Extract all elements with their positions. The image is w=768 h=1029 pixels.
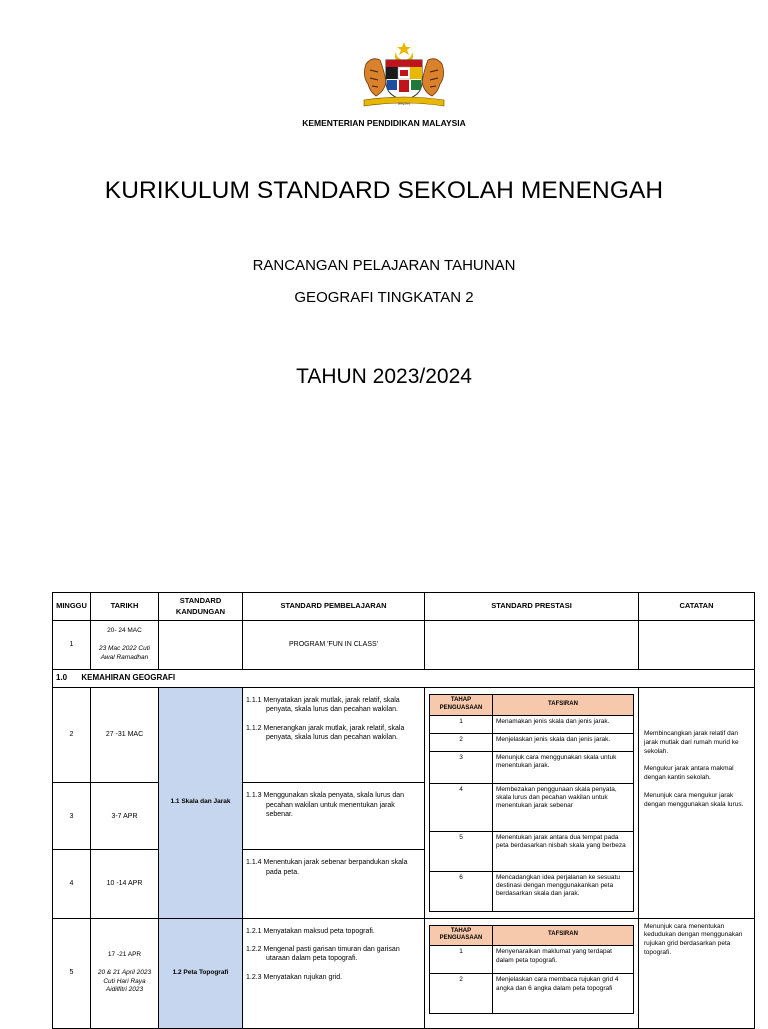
standard-kandungan-cell: 1.2 Peta Topografi (159, 918, 243, 1028)
col-header-standard-prestasi: STANDARD PRESTASI (425, 593, 639, 621)
sp-cell (243, 783, 425, 850)
tahap-description: Mencadangkan idea perjalanan ke sesuatu destinasi dengan menggunakankan peta berdasarkan skala dan jarak. (493, 871, 634, 911)
crest-motto: [illegible] (398, 101, 410, 106)
sp-cell (243, 850, 425, 918)
col-header-minggu: MINGGU (53, 593, 91, 621)
section-number: 1.0 (56, 673, 68, 683)
tarikh-holiday-note: 20 & 21 April 2023 Cuti Hari Raya Aidilfitri 2023 (97, 968, 152, 994)
standard-kandungan-cell: 1.1 Skala dan Jarak (159, 688, 243, 919)
document-subtitle: RANCANGAN PELAJARAN TAHUNAN (252, 257, 516, 274)
section-heading (53, 670, 755, 688)
tahap-description: Menyenaraikan maklumat yang terdapat dalam peta topografi. (493, 946, 634, 974)
tahap-penguasaan-table (429, 925, 634, 1015)
standard-prestasi-cell (425, 688, 639, 919)
tarikh-cell (91, 918, 159, 1028)
sk-cell (159, 621, 243, 670)
tarikh-cell: 10 -14 APR (91, 850, 159, 918)
tahap-description: Menjelaskan cara membaca rujukan grid 4 angka dan 6 angka dalam peta topografi (493, 974, 634, 1014)
col-header-catatan: CATATAN (639, 593, 755, 621)
subject-title: GEOGRAFI TINGKATAN 2 (294, 289, 474, 306)
ministry-name: KEMENTERIAN PENDIDIKAN MALAYSIA (302, 118, 466, 128)
tarikh-date: 20- 24 MAC (107, 627, 142, 635)
col-header-tarikh: TARIKH (91, 593, 159, 621)
academic-year: TAHUN 2023/2024 (296, 365, 472, 388)
sp-item: 1.1.2 Menerangkan jarak mutlak, jarak relatif, skala penyata, skala lurus dan pecahan wakilan. (246, 724, 405, 742)
catatan-cell (639, 688, 755, 919)
tafsiran-header: TAFSIRAN (493, 925, 634, 946)
catatan-item: Membincangkan jarak relatif dan jarak mutlak dari rumah murid ke sekolah. (644, 730, 739, 755)
tahap-level: 5 (430, 831, 493, 871)
tahap-level: 6 (430, 871, 493, 911)
tahap-description: Menamakan jenis skala dan jenis jarak. (493, 715, 634, 733)
section-title: KEMAHIRAN GEOGRAFI (81, 673, 176, 683)
tahap-row (430, 946, 634, 974)
tahap-row (430, 974, 634, 1014)
tahap-description: Menjelaskan jenis skala dan jenis jarak. (493, 733, 634, 751)
minggu-cell: 3 (53, 783, 91, 850)
tarikh-date: 17 -21 APR (107, 951, 142, 959)
program-cell: PROGRAM 'FUN IN CLASS' (243, 621, 425, 670)
tafsiran-header: TAFSIRAN (493, 695, 634, 716)
tahap-description: Membezakan penggunaan skala penyata, skala lurus dan pecahan wakilan untuk menentukan jarak sebenar (493, 783, 634, 831)
tahap-description: Menentukan jarak antara dua tempat pada peta berdasarkan nisbah skala yang berbeza (493, 831, 634, 871)
tahap-level: 2 (430, 733, 493, 751)
sp-cell (425, 621, 639, 670)
sp-item: 1.1.1 Menyatakan jarak mutlak, jarak relatif, skala penyata, skala lurus dan pecahan wakilan. (246, 697, 400, 714)
catatan-cell (639, 918, 755, 1028)
tahap-row (430, 715, 634, 733)
table-row (53, 918, 755, 1028)
catatan-item: Menunjuk cara menentukan kedudukan dengan menggunakan rujukan grid berdasarkan peta topografi. (644, 922, 743, 956)
tarikh-holiday-note: 23 Mac 2022 Cuti Awal Ramadhan (99, 645, 150, 661)
document-title: KURIKULUM STANDARD SEKOLAH MENENGAH (104, 177, 664, 204)
col-header-standard-kandungan: STANDARD KANDUNGAN (159, 593, 243, 621)
tahap-penguasaan-table (429, 694, 634, 912)
table-row (53, 621, 755, 670)
sp-item: 1.2.1 Menyatakan maksud peta topografi. (246, 927, 375, 935)
table-row (53, 688, 755, 783)
sp-item: 1.1.3 Menggunakan skala penyata, skala lurus dan pecahan wakilan untuk menentukan jarak sebenar. (246, 792, 404, 819)
minggu-cell: 2 (53, 688, 91, 783)
lesson-plan-table (52, 592, 755, 1029)
col-header-standard-pembelajaran: STANDARD PEMBELAJARAN (243, 593, 425, 621)
table-header-row (53, 593, 755, 621)
sp-item: 1.1.4 Menentukan jarak sebenar berpandukan skala pada peta. (246, 859, 408, 876)
standard-prestasi-cell (425, 918, 639, 1028)
sp-item: 1.2.2 Mengenal pasti garisan timuran dan garisan utaraan dalam peta topografi. (246, 946, 400, 963)
tahap-row (430, 783, 634, 831)
sp-cell (243, 918, 425, 1028)
section-row (53, 670, 755, 688)
catatan-item: Mengukur jarak antara makmal dengan kantin sekolah. (644, 765, 734, 782)
minggu-cell: 4 (53, 850, 91, 918)
tahap-header: TAHAP PENGUASAAN (430, 695, 493, 716)
tarikh-cell: 27 -31 MAC (91, 688, 159, 783)
minggu-cell: 5 (53, 918, 91, 1028)
tahap-header: TAHAP PENGUASAAN (430, 925, 493, 946)
tahap-row (430, 871, 634, 911)
sp-cell (243, 688, 425, 783)
sp-item: 1.2.3 Menyatakan rujukan grid. (246, 973, 343, 981)
jata-negara-crest (356, 40, 452, 112)
catatan-item: Menunjuk cara mengukur jarak dengan menggunakan skala lurus. (644, 791, 744, 808)
tahap-row (430, 831, 634, 871)
tahap-level: 1 (430, 715, 493, 733)
tarikh-cell: 3-7 APR (91, 783, 159, 850)
tahap-description: Menunjuk cara menggunakan skala untuk menentukan jarak. (493, 751, 634, 783)
tahap-level: 3 (430, 751, 493, 783)
minggu-cell: 1 (53, 621, 91, 670)
tahap-level: 2 (430, 974, 493, 1014)
tahap-row (430, 751, 634, 783)
tahap-level: 1 (430, 946, 493, 974)
tahap-row (430, 733, 634, 751)
catatan-cell (639, 621, 755, 670)
tahap-level: 4 (430, 783, 493, 831)
tarikh-cell (91, 621, 159, 670)
